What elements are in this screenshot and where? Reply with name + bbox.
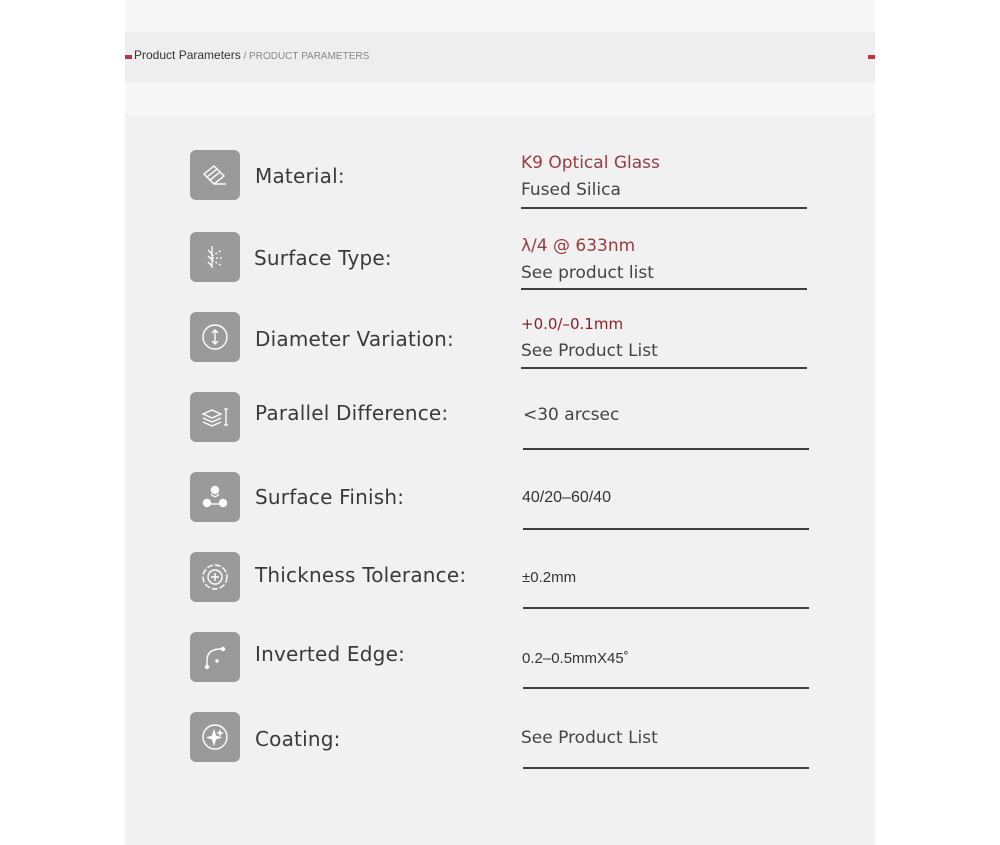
param-row-material <box>125 150 875 230</box>
param-row-surface-type <box>125 232 875 312</box>
param-label: Thickness Tolerance: <box>255 563 467 587</box>
param-values <box>522 564 808 591</box>
param-label: Diameter Variation: <box>255 327 454 351</box>
param-underline <box>521 207 807 209</box>
param-label: Material: <box>255 164 345 188</box>
gap-strip <box>125 82 875 115</box>
param-row-surface-finish <box>125 472 875 552</box>
param-value-primary: 40/20–60/40 <box>522 489 611 506</box>
param-value-primary: 0.2–0.5mmX45˚ <box>522 650 629 667</box>
param-value-primary: See Product List <box>521 728 658 748</box>
param-underline <box>521 367 807 369</box>
param-values <box>521 233 807 287</box>
surface-rays-icon <box>190 232 240 282</box>
param-value-primary: ±0.2mm <box>522 569 577 586</box>
param-values <box>522 484 808 511</box>
param-value-primary: K9 Optical Glass <box>521 153 660 173</box>
curve-edge-icon <box>190 632 240 682</box>
param-value-primary: +0.0/–0.1mm <box>521 315 624 333</box>
param-value-secondary: See Product List <box>521 341 658 361</box>
param-row-thickness-tolerance <box>125 552 875 632</box>
param-label: Surface Type: <box>254 246 392 270</box>
header-accent-right <box>868 55 875 59</box>
param-row-coating <box>125 712 875 792</box>
param-underline <box>523 607 809 609</box>
top-strip <box>125 0 875 32</box>
param-value-primary: <30 arcsec <box>523 405 620 425</box>
diameter-icon <box>190 312 240 362</box>
param-values <box>523 402 809 429</box>
param-value-secondary: Fused Silica <box>521 180 621 200</box>
param-underline <box>521 288 807 290</box>
layers-icon <box>190 392 240 442</box>
section-title-sub: / PRODUCT PARAMETERS <box>240 51 370 62</box>
param-underline <box>523 448 809 450</box>
param-values <box>521 311 807 365</box>
param-row-inverted-edge <box>125 632 875 712</box>
glass-blocks-icon <box>190 150 240 200</box>
param-values <box>521 725 807 752</box>
param-values <box>521 150 807 204</box>
param-underline <box>523 528 809 530</box>
param-row-parallel-difference <box>125 392 875 472</box>
parameters-panel <box>125 0 875 845</box>
param-label: Inverted Edge: <box>255 642 406 666</box>
param-row-diameter-variation <box>125 312 875 392</box>
param-value-primary: λ/4 @ 633nm <box>521 236 636 256</box>
param-value-secondary: See product list <box>521 263 654 283</box>
param-label: Coating: <box>255 727 341 751</box>
sparkle-icon <box>190 712 240 762</box>
target-plus-icon <box>190 552 240 602</box>
param-label: Parallel Difference: <box>255 401 449 425</box>
section-title-main: Product Parameters <box>134 48 241 62</box>
param-label: Surface Finish: <box>255 485 405 509</box>
param-underline <box>523 767 809 769</box>
param-values <box>522 645 808 672</box>
section-header <box>125 32 875 82</box>
param-underline <box>523 687 809 689</box>
nodes-icon <box>190 472 240 522</box>
header-accent-left <box>125 55 132 59</box>
section-title <box>134 48 369 62</box>
